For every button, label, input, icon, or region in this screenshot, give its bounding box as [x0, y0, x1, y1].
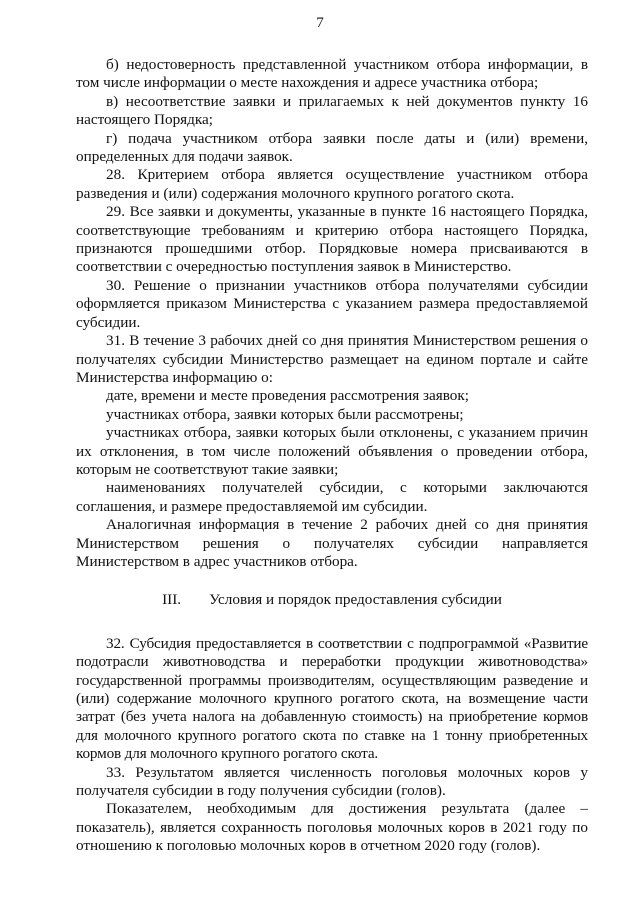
paragraph-item-g: г) подача участником отбора заявки после даты и (или) времени, определенных для подачи заявок.: [76, 129, 588, 166]
paragraph-indicator: Показателем, необходимым для достижения результата (далее – показатель), является сохранность поголовья молочных коров в 2021 году по отношению к поголовью молочных коров в отчетном 2020 году (голов).: [76, 800, 588, 855]
document-body: [76, 56, 588, 856]
paragraph-33: 33. Результатом является численность поголовья молочных коров у получателя субсидии в году получения субсидии (голов).: [76, 763, 588, 800]
paragraph-29: 29. Все заявки и документы, указанные в пункте 16 настоящего Порядка, соответствующие требованиям и критерию отбора настоящего Порядка, признаются прошедшими отбор. Порядковые номера присваиваются в соответствии с очередностью поступления заявок в Министерство.: [76, 203, 588, 276]
paragraph-similar-information: Аналогичная информация в течение 2 рабочих дней со дня принятия Министерством решения о получателях субсидии направляется Министерством в адрес участников отбора.: [76, 516, 588, 570]
paragraph-32: 32. Субсидия предоставляется в соответствии с подпрограммой «Развитие подотрасли животноводства и переработки продукции животноводства» государственной программы производителям, осуществляющим разведение и (или) содержание молочного крупного рогатого скота, на возмещение части затрат (без учета налога на добавленную стоимость) на приобретение кормов для молочного крупного рогатого скота по ставке на 1 тонну приобретенных кормов для молочного крупного рогатого скота.: [76, 634, 588, 763]
section-heading: [76, 591, 588, 609]
section-number: III.: [162, 591, 182, 609]
paragraph-28: 28. Критерием отбора является осуществление участником отбора разведения и (или) содержания молочного крупного рогатого скота.: [76, 166, 588, 202]
page-number: 7: [316, 15, 324, 31]
paragraph-31: 31. В течение 3 рабочих дней со дня принятия Министерством решения о получателях субсидии Министерство размещает на едином портале и сайте Министерства информацию о:: [76, 332, 588, 386]
list-item-recipients: наименованиях получателей субсидии, с которыми заключаются соглашения, и размере предоставляемой им субсидии.: [76, 479, 588, 515]
list-item-reviewed-participants: участниках отбора, заявки которых были рассмотрены;: [106, 405, 464, 423]
paragraph-item-b: б) недостоверность представленной участником отбора информации, в том числе информации о месте нахождения и адресе участника отбора;: [76, 56, 588, 92]
list-item-review-date: дате, времени и месте проведения рассмотрения заявок;: [106, 387, 469, 405]
list-item-rejected-participants: участниках отбора, заявки которых были отклонены, с указанием причин их отклонения, в том числе положений объявления о проведении отбора, которым не соответствуют такие заявки;: [76, 424, 588, 478]
paragraph-30: 30. Решение о признании участников отбора получателями субсидии оформляется приказом Министерства с указанием размера предоставляемой субсидии.: [76, 276, 588, 331]
paragraph-item-v: в) несоответствие заявки и прилагаемых к ней документов пункту 16 настоящего Порядка;: [76, 92, 588, 129]
section-title: Условия и порядок предоставления субсидии: [209, 591, 502, 609]
